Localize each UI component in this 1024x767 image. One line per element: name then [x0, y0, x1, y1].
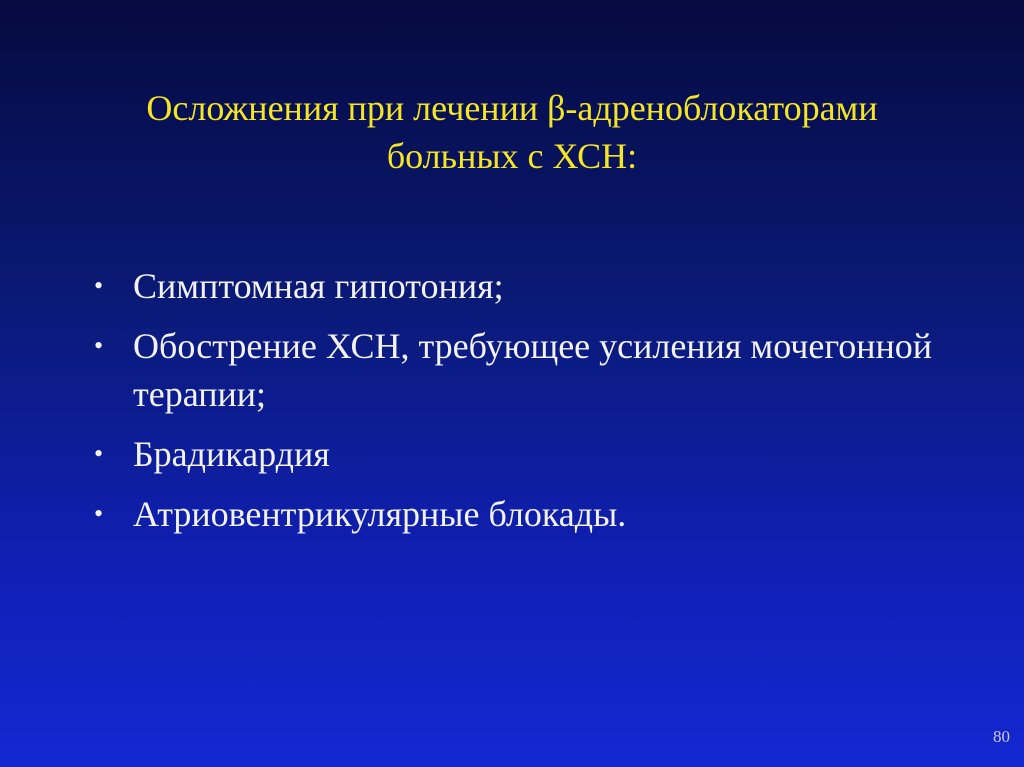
bullet-text-4: Атриовентрикулярные блокады. [133, 494, 627, 534]
bullet-item-1 [94, 262, 974, 310]
bullet-dot-icon: • [94, 331, 104, 360]
bullet-text-3: Брадикардия [133, 434, 330, 474]
bullet-text-2: Обострение ХСН, требующее усиления мочегонной терапии; [133, 326, 933, 414]
bullet-item-4 [94, 490, 974, 538]
bullet-dot-icon: • [94, 499, 104, 528]
bullet-list [94, 262, 974, 550]
bullet-item-3 [94, 430, 974, 478]
slide-title [0, 84, 1024, 180]
bullet-item-2 [94, 322, 974, 418]
slide-title-line-2: больных с ХСН: [386, 136, 638, 176]
slide-title-line-1: Осложнения при лечении β-адреноблокаторами [146, 88, 878, 128]
bullet-dot-icon: • [94, 439, 104, 468]
bullet-dot-icon: • [94, 271, 104, 300]
bullet-text-1: Симптомная гипотония; [133, 266, 504, 306]
page-number: 80 [993, 727, 1010, 746]
